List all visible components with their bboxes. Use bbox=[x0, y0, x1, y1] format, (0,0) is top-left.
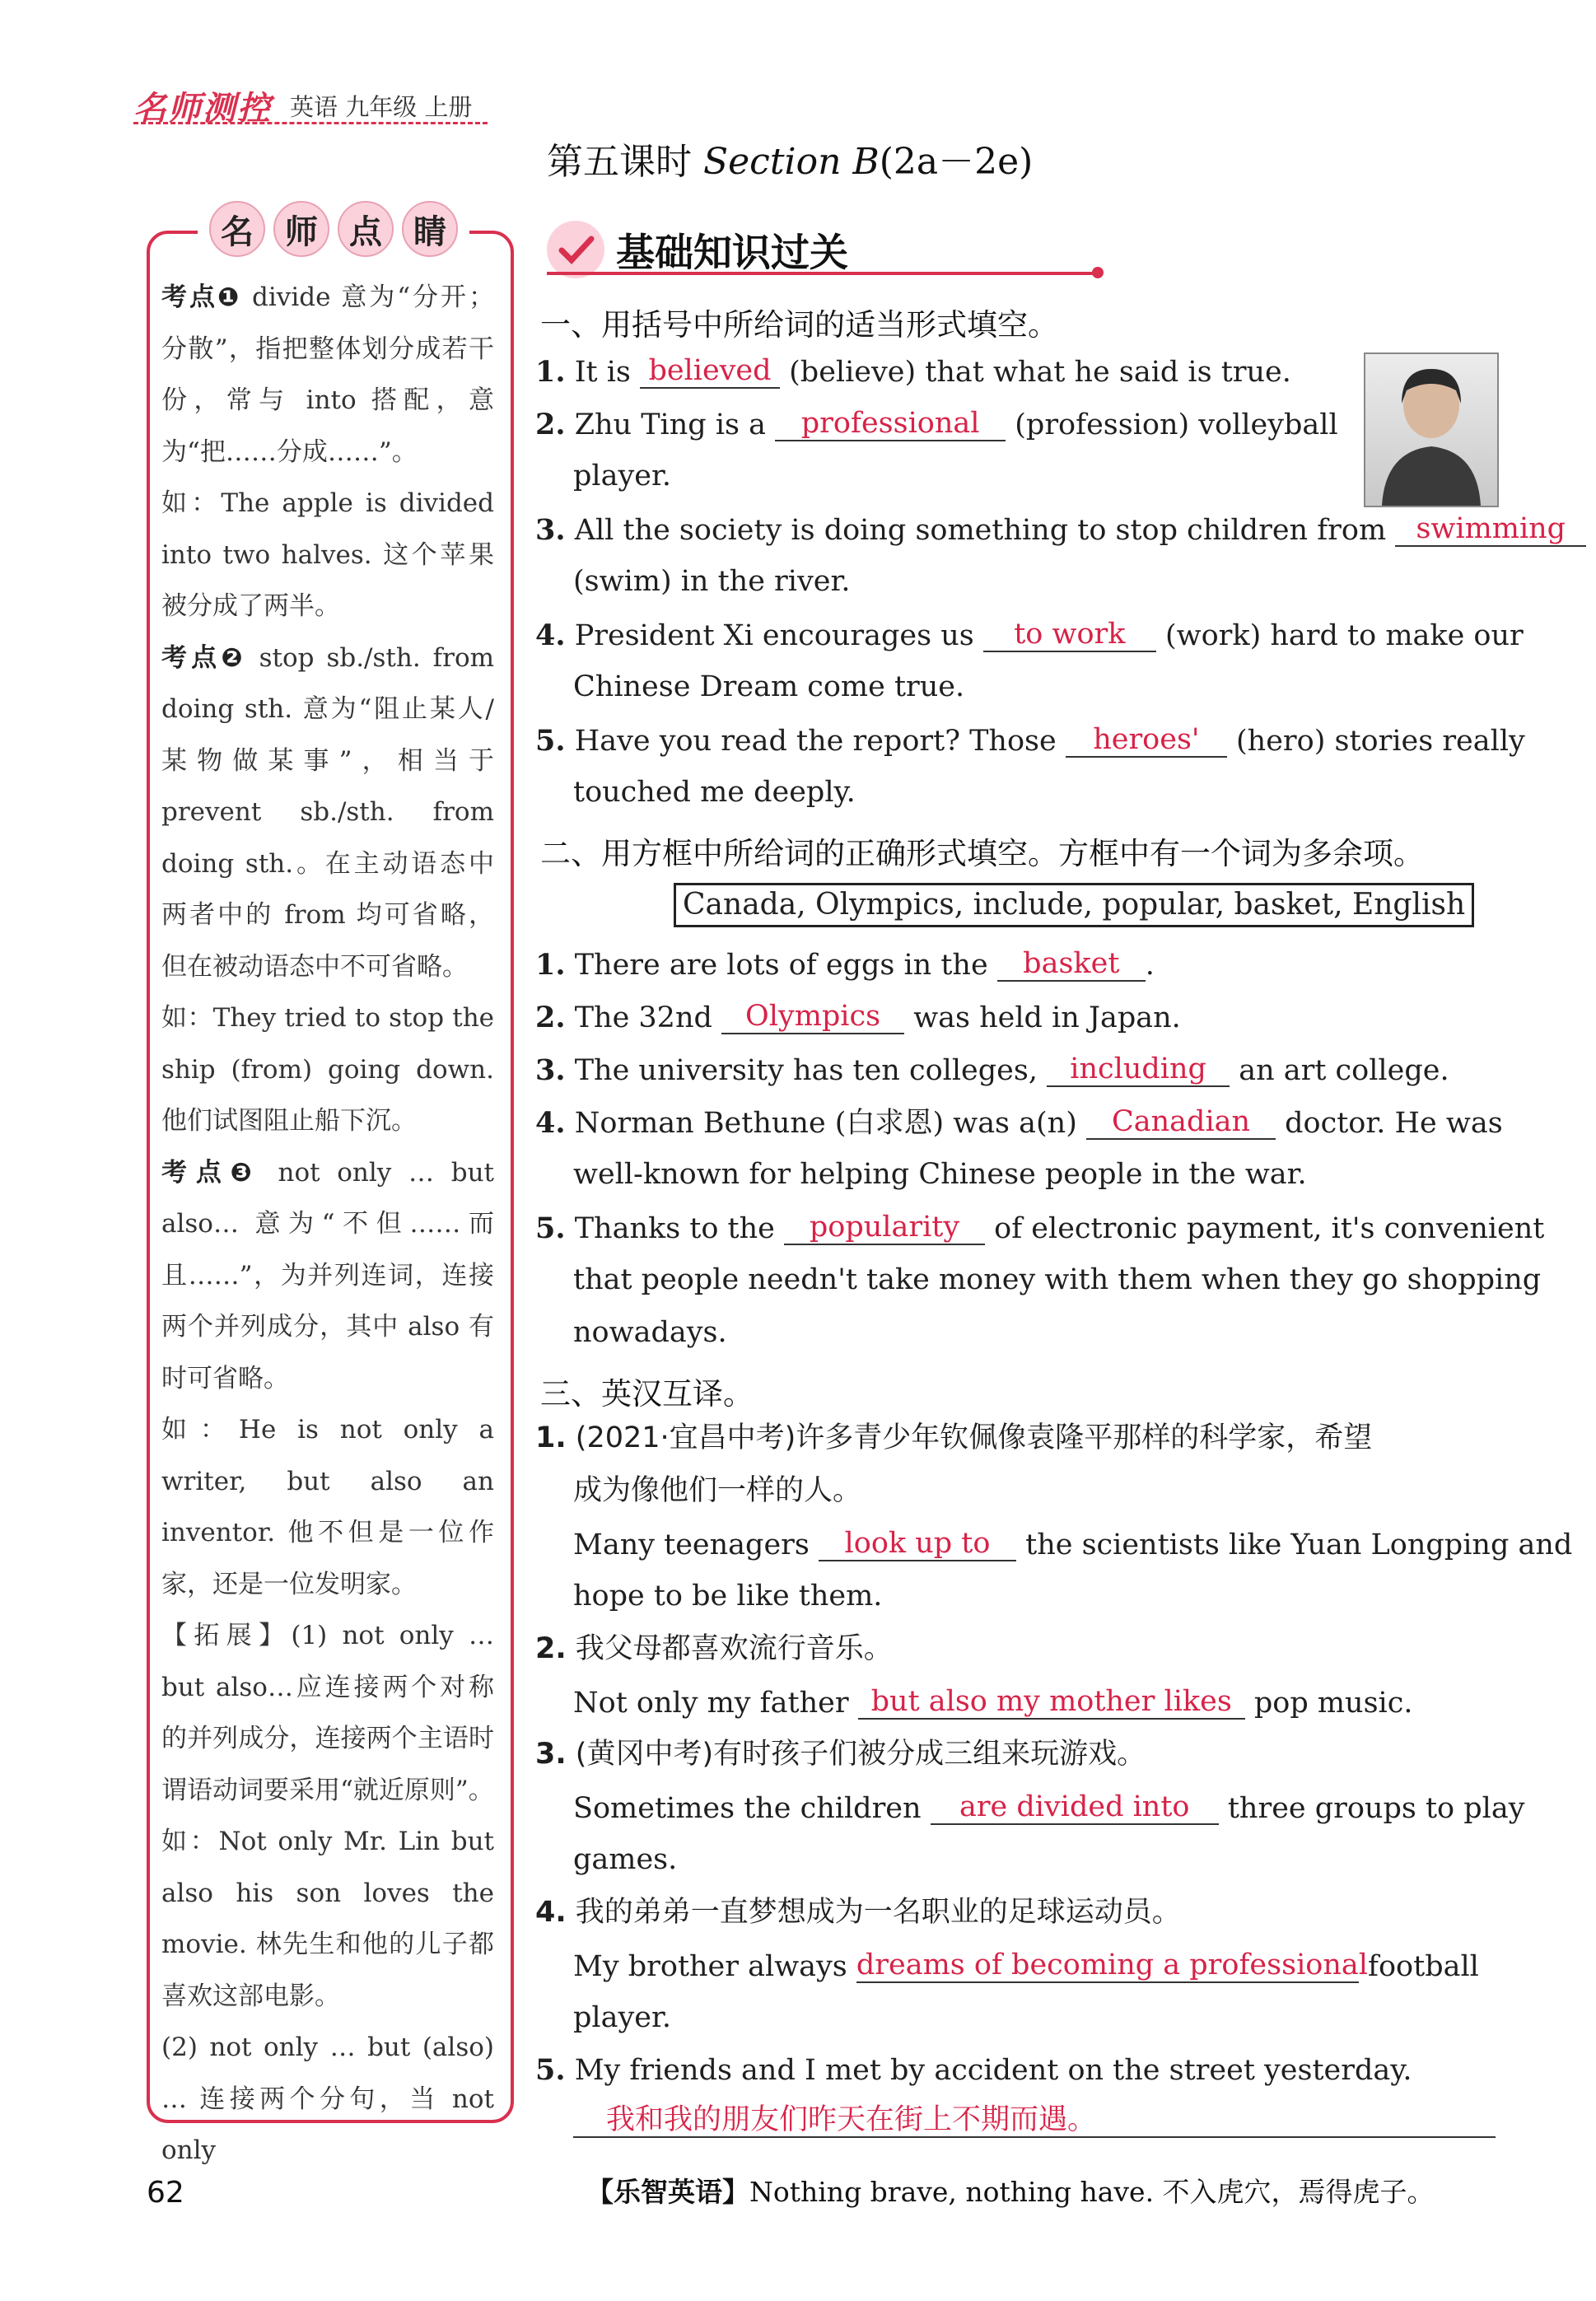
question-text: three groups to play bbox=[1227, 1792, 1525, 1825]
part1-q2 bbox=[535, 407, 1338, 441]
question-text: Many teenagers bbox=[573, 1529, 810, 1561]
question-text: There are lots of eggs in the bbox=[574, 949, 988, 982]
lesson-title bbox=[547, 132, 1033, 184]
part3-q3-cont: games. bbox=[573, 1843, 678, 1876]
footer-proverb: Nothing brave, nothing have. 不入虎穴，焉得虎子。 bbox=[749, 2176, 1435, 2208]
question-number: 1. bbox=[535, 1421, 567, 1454]
question-text: (work) hard to make our bbox=[1164, 619, 1524, 652]
answer-blank[interactable] bbox=[1086, 1105, 1276, 1140]
answer-blank[interactable] bbox=[775, 407, 1006, 441]
answer-blank[interactable] bbox=[997, 947, 1146, 982]
answer-blank[interactable] bbox=[1066, 723, 1227, 758]
part1-heading: 一、用括号中所给词的适当形式填空。 bbox=[540, 307, 1058, 343]
question-number: 4. bbox=[535, 618, 566, 652]
part3-q4-cont: player. bbox=[573, 2001, 671, 2034]
lesson-title-cn: 第五课时 bbox=[547, 141, 692, 183]
answer: including bbox=[1070, 1052, 1206, 1085]
part1-q3-cont: (swim) in the river. bbox=[573, 565, 851, 598]
question-text: pop music. bbox=[1253, 1687, 1413, 1720]
footer-brand: 【乐智英语】 bbox=[586, 2176, 749, 2208]
part3-q1-en bbox=[573, 1527, 1572, 1561]
part3-q1-cn bbox=[535, 1421, 1372, 1454]
part2-q4-cont: well-known for helping Chinese people in the war. bbox=[573, 1158, 1307, 1191]
question-number: 5. bbox=[535, 1211, 566, 1245]
question-number: 5. bbox=[535, 724, 566, 758]
question-number: 3. bbox=[535, 513, 566, 547]
sidebar-title-char: 名 bbox=[209, 201, 265, 257]
part1-q4-cont: Chinese Dream come true. bbox=[573, 670, 965, 703]
part1-q3 bbox=[535, 512, 1586, 547]
question-text: My friends and I met by accident on the street yesterday. bbox=[574, 2054, 1412, 2087]
sidebar-title bbox=[198, 196, 469, 262]
part1-q5-cont: touched me deeply. bbox=[573, 776, 856, 809]
question-text: 我的弟弟一直梦想成为一名职业的足球运动员。 bbox=[575, 1896, 1181, 1929]
banner-dot bbox=[1092, 267, 1104, 278]
answer-blank[interactable] bbox=[858, 1685, 1245, 1720]
question-number: 3. bbox=[535, 1738, 567, 1771]
question-text: (2021·宜昌中考)许多青少年钦佩像袁隆平那样的科学家，希望 bbox=[575, 1421, 1373, 1454]
answer-blank[interactable] bbox=[721, 1000, 904, 1034]
question-number: 3. bbox=[535, 1053, 566, 1087]
question-number: 5. bbox=[535, 2053, 566, 2087]
answer: but also my mother likes bbox=[870, 1685, 1232, 1718]
part3-q5-en bbox=[535, 2054, 1412, 2087]
answer: heroes' bbox=[1093, 723, 1200, 756]
example: 如：They tried to stop the ship (from) going down. 他们试图阻止船下沉。 bbox=[161, 1003, 494, 1136]
section-banner-title: 基础知识过关 bbox=[616, 231, 848, 276]
header-divider bbox=[133, 122, 488, 124]
part2-q2 bbox=[535, 1000, 1181, 1034]
part2-q3 bbox=[535, 1052, 1449, 1087]
page-number: 62 bbox=[147, 2176, 184, 2210]
key-point-text: divide 意为“分开；分散”，指把整体划分成若干份，常与 into 搭配，意为“把……分成……”。 bbox=[161, 282, 495, 467]
answer: professional bbox=[800, 407, 980, 440]
question-text: of electronic payment, it's convenient bbox=[994, 1212, 1545, 1245]
answer-blank[interactable] bbox=[573, 2103, 1496, 2138]
key-point-text: stop sb./sth. from doing sth. 意为“阻止某人/某物做某事”，相当于 prevent sb./sth. from doing sth.。在主动语态中两者中的 from 均可省略，但在被动语态中不可省略。 bbox=[161, 642, 495, 982]
question-number: 2. bbox=[535, 1632, 567, 1665]
athlete-photo bbox=[1364, 352, 1499, 507]
sidebar-title-char: 师 bbox=[273, 201, 329, 257]
question-text: football bbox=[1368, 1950, 1479, 1983]
question-text: It is bbox=[574, 356, 631, 389]
banner-underline bbox=[547, 272, 1097, 275]
part3-heading: 三、英汉互译。 bbox=[540, 1376, 754, 1412]
question-text: The university has ten colleges, bbox=[574, 1054, 1038, 1087]
key-point-label: 考点❸ bbox=[161, 1157, 261, 1188]
question-text: 我父母都喜欢流行音乐。 bbox=[575, 1632, 893, 1665]
part3-q4-en bbox=[573, 1949, 1479, 1983]
question-number: 1. bbox=[535, 948, 566, 982]
answer-blank[interactable] bbox=[856, 1949, 1368, 1983]
part3-q2-en bbox=[573, 1685, 1412, 1720]
answer-blank[interactable] bbox=[640, 354, 780, 389]
question-number: 1. bbox=[535, 355, 566, 389]
answer: 我和我的朋友们昨天在街上不期而遇。 bbox=[606, 2103, 1097, 2136]
brand-logo-text: 名师测控 bbox=[133, 90, 272, 128]
answer-blank[interactable] bbox=[819, 1527, 1016, 1561]
question-number: 4. bbox=[535, 1896, 567, 1929]
part3-q1-cont: hope to be like them. bbox=[573, 1580, 883, 1613]
key-point-2 bbox=[161, 632, 494, 993]
part2-q4 bbox=[535, 1105, 1503, 1140]
example: 如：Not only Mr. Lin but also his son loves the movie. 林先生和他的儿子都喜欢这部电影。 bbox=[161, 1827, 494, 2011]
key-point-3 bbox=[161, 1147, 494, 1405]
question-text: (believe) that what he said is true. bbox=[789, 356, 1291, 389]
sidebar-title-char: 睛 bbox=[402, 201, 458, 257]
question-text: Norman Bethune (白求恩) was a(n) bbox=[574, 1107, 1077, 1140]
question-text: doctor. He was bbox=[1285, 1107, 1503, 1140]
answer-blank[interactable] bbox=[931, 1790, 1219, 1825]
example: 如：The apple is divided into two halves. 这个苹果被分成了两半。 bbox=[161, 488, 494, 621]
answer-blank[interactable] bbox=[784, 1211, 985, 1245]
part2-q5-cont: nowadays. bbox=[573, 1316, 727, 1349]
answer: dreams of becoming a professional bbox=[856, 1949, 1368, 1981]
question-number: 2. bbox=[535, 408, 566, 441]
answer: swimming bbox=[1416, 512, 1566, 545]
question-text: Thanks to the bbox=[574, 1212, 775, 1245]
key-point-1 bbox=[161, 272, 494, 478]
answer: basket bbox=[1023, 947, 1120, 980]
part3-q3-en bbox=[573, 1790, 1525, 1825]
question-text: All the society is doing something to stop children from bbox=[574, 514, 1387, 547]
sidebar-content bbox=[161, 272, 494, 2177]
part3-q1-cn-cont: 成为像他们一样的人。 bbox=[573, 1474, 862, 1507]
word-box: Canada, Olympics, include, popular, basket, English bbox=[674, 883, 1474, 927]
part2-q5-cont: that people needn't take money with them when they go shopping bbox=[573, 1263, 1542, 1296]
answer: look up to bbox=[844, 1527, 991, 1560]
answer-blank[interactable] bbox=[1395, 512, 1586, 547]
answer-blank[interactable] bbox=[983, 618, 1156, 652]
part3-q4-cn bbox=[535, 1896, 1181, 1929]
answer: are divided into bbox=[959, 1790, 1190, 1823]
answer: to work bbox=[1014, 618, 1126, 651]
question-text: an art college. bbox=[1239, 1054, 1449, 1087]
part1-q2-cont: player. bbox=[573, 460, 671, 492]
key-point-text: not only … but also… 意为“不但……而且……”，为并列连词，连接两个并列成分，其中 also 有时可省略。 bbox=[161, 1157, 494, 1393]
part2-heading: 二、用方框中所给词的正确形式填空。方框中有一个词为多余项。 bbox=[540, 836, 1424, 871]
question-text: Not only my father bbox=[573, 1687, 849, 1720]
part1-q5 bbox=[535, 723, 1525, 758]
sidebar-title-char: 点 bbox=[338, 201, 394, 257]
example: 如：He is not only a writer, but also an inventor. 他不但是一位作家，还是一位发明家。 bbox=[161, 1415, 494, 1599]
answer: Canadian bbox=[1111, 1105, 1251, 1138]
part3-q3-cn bbox=[535, 1738, 1146, 1771]
answer-blank[interactable] bbox=[1047, 1052, 1230, 1087]
extension: (2) not only … but (also) … 连接两个分句，当 not only bbox=[161, 2033, 494, 2165]
key-point-label: 考点❶ bbox=[161, 282, 242, 312]
question-number: 4. bbox=[535, 1106, 566, 1140]
question-number: 2. bbox=[535, 1001, 566, 1034]
question-text: My brother always bbox=[573, 1950, 847, 1983]
question-text: The 32nd bbox=[574, 1001, 712, 1034]
part1-q4 bbox=[535, 618, 1524, 652]
part2-q1 bbox=[535, 947, 1155, 982]
answer: popularity bbox=[809, 1211, 960, 1244]
extension: 【拓展】(1) not only … but also…应连接两个对称的并列成分，连接两个主语时谓语动词要采用“就近原则”。 bbox=[161, 1621, 494, 1805]
answer: Olympics bbox=[745, 1000, 881, 1033]
part2-q5 bbox=[535, 1211, 1544, 1245]
question-text: Sometimes the children bbox=[573, 1792, 922, 1825]
part1-q1 bbox=[535, 354, 1291, 389]
question-text: was held in Japan. bbox=[913, 1001, 1181, 1034]
book-subject: 英语 九年级 上册 bbox=[290, 93, 473, 121]
question-text: . bbox=[1145, 949, 1155, 982]
footer-motto bbox=[586, 2171, 1435, 2210]
lesson-section: Section B bbox=[703, 141, 880, 183]
key-point-label: 考点❷ bbox=[161, 642, 247, 673]
part3-q2-cn bbox=[535, 1632, 893, 1665]
question-text: (hero) stories really bbox=[1236, 725, 1525, 758]
answer: believed bbox=[648, 354, 772, 387]
question-text: Have you read the report? Those bbox=[574, 725, 1057, 758]
question-text: (黄冈中考)有时孩子们被分成三组来玩游戏。 bbox=[575, 1738, 1146, 1771]
lesson-range: (2a－2e) bbox=[879, 141, 1034, 183]
question-text: the scientists like Yuan Longping and bbox=[1025, 1529, 1573, 1561]
question-text: (profession) volleyball bbox=[1015, 408, 1338, 441]
check-heart-icon bbox=[547, 221, 604, 278]
part3-q5-answer-line bbox=[573, 2103, 1496, 2138]
question-text: Zhu Ting is a bbox=[574, 408, 766, 441]
question-text: President Xi encourages us bbox=[574, 619, 974, 652]
